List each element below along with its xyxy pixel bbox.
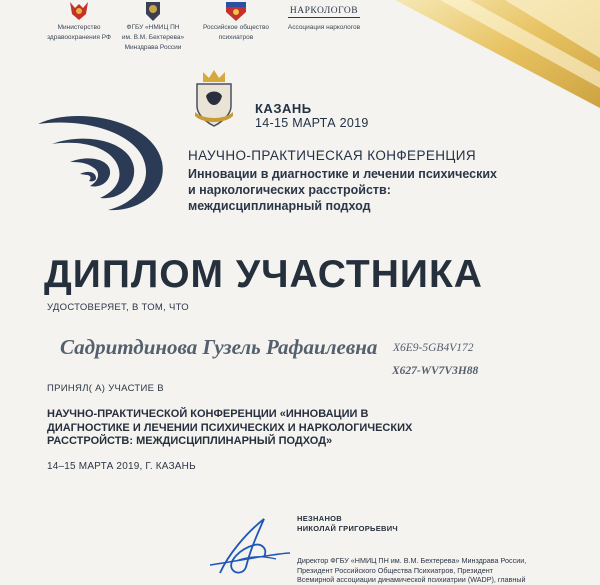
conference-title-line-2: и наркологических расстройств: — [188, 183, 391, 197]
kazan-crest-icon — [189, 66, 239, 128]
event-dates: 14-15 МАРТА 2019 — [255, 116, 369, 130]
spiral-logo-icon — [34, 110, 170, 216]
conference-type: НАУЧНО-ПРАКТИЧЕСКАЯ КОНФЕРЕНЦИЯ — [188, 148, 477, 163]
signer-title-line-2: Президент Российского Общества Психиатров, Президент — [297, 565, 493, 575]
conference-full-name — [47, 408, 447, 449]
logo-nmic-caption-3: Минздрава России — [124, 44, 182, 51]
signer-surname: НЕЗНАНОВ — [297, 514, 343, 523]
conference-title — [188, 166, 548, 214]
conference-title-line-1: Инновации в диагностике и лечении психических — [188, 167, 497, 181]
conference-full-line-3: РАССТРОЙСТВ: МЕЖДИСЦИПЛИНАРНЫЙ ПОДХОД» — [47, 435, 333, 447]
logo-rop-caption-2: психиатров — [218, 34, 254, 41]
conference-full-line-1: НАУЧНО-ПРАКТИЧЕСКОЙ КОНФЕРЕНЦИИ «ИННОВАЦИИ В — [47, 408, 369, 420]
event-city: КАЗАНЬ — [255, 101, 312, 116]
logo-narcologists — [282, 0, 366, 32]
diploma-title: ДИПЛОМ УЧАСТНИКА — [44, 253, 483, 296]
signer-title — [297, 556, 597, 585]
date-place: 14–15 МАРТА 2019, Г. КАЗАНЬ — [47, 461, 196, 472]
logo-rop-caption-1: Российское общество — [202, 24, 270, 31]
recipient-name: Садритдинова Гузель Рафаилевна — [60, 335, 378, 359]
signer-title-line-3: Всемирной ассоциации динамической психиатрии (WADP), главный — [297, 575, 526, 584]
signer-name — [297, 514, 398, 534]
certifies-text: УДОСТОВЕРЯЕТ, В ТОМ, ЧТО — [47, 302, 189, 313]
certificate-code-2: X627-WV7V3H88 — [392, 365, 479, 377]
logo-ministry-caption-2: здравоохранения РФ — [47, 34, 111, 41]
narcologists-logo-text: НАРКОЛОГОВ — [289, 6, 359, 16]
logo-ministry — [46, 0, 112, 42]
conference-full-line-2: ДИАГНОСТИКЕ И ЛЕЧЕНИИ ПСИХИЧЕСКИХ И НАРКОЛОГИЧЕСКИХ — [47, 421, 413, 434]
logo-nmic-caption-2: им. В.М. Бехтерева» — [121, 34, 185, 41]
certificate-code-1: X6E9-5GB4V172 — [393, 342, 474, 354]
institute-emblem-icon — [142, 0, 164, 22]
participated-text: ПРИНЯЛ( А) УЧАСТИЕ В — [47, 383, 164, 394]
signer-title-line-1: Директор ФГБУ «НМИЦ ПН им. В.М. Бехтерева» Минздрава России, — [297, 556, 527, 565]
logo-nmic — [116, 0, 190, 52]
conference-title-line-3: междисциплинарный подход — [188, 199, 371, 213]
signature-icon — [206, 515, 292, 577]
logo-ministry-caption-1: Министерство — [57, 24, 101, 31]
signer-given-name: НИКОЛАЙ ГРИГОРЬЕВИЧ — [297, 524, 398, 533]
logo-narcologists-caption: Ассоциация наркологов — [287, 24, 361, 31]
logo-rop — [198, 0, 274, 42]
eagle-emblem-icon — [67, 0, 91, 22]
society-shield-icon — [224, 0, 248, 22]
logo-nmic-caption-1: ФГБУ «НМИЦ ПН — [126, 24, 180, 31]
